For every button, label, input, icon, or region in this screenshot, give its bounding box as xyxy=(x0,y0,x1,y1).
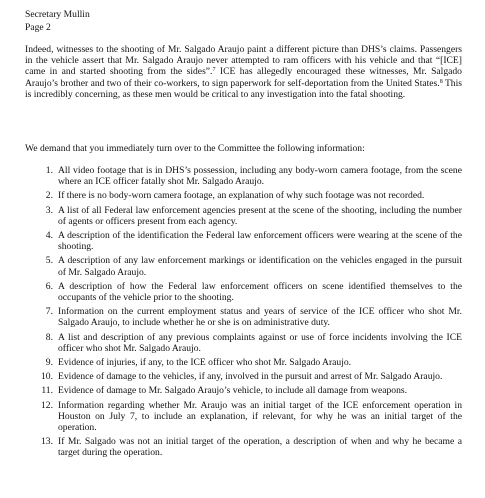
item-number: 6. xyxy=(45,280,53,292)
list-item xyxy=(25,165,462,187)
list-item xyxy=(25,205,462,227)
item-number: 13. xyxy=(41,436,53,448)
list-item xyxy=(25,385,462,396)
paragraph-text-3: This is incredibly concerning, as these men would be critical to any investigation into the fatal shooting. xyxy=(25,77,462,100)
item-text: Evidence of injuries, if any, to the ICE officer who shot Mr. Salgado Araujo. xyxy=(58,357,352,369)
item-text: A list of all Federal law enforcement agencies present at the scene of the shooting, including the number of agents or officers present from each agency. xyxy=(58,204,462,227)
item-number: 5. xyxy=(45,255,53,267)
item-number: 2. xyxy=(45,190,53,202)
item-text: Information on the current employment status and years of service of the ICE officer who shot Mr. Salgado Araujo, to include whether he or she is on administrative duty. xyxy=(58,306,462,329)
list-item xyxy=(25,255,462,277)
list-item xyxy=(25,332,462,354)
item-text: If there is no body-worn camera footage, an explanation of why such footage was not recorded. xyxy=(58,190,425,202)
footnote-ref-8[interactable]: 8 xyxy=(439,78,443,85)
letter-header xyxy=(25,9,90,35)
item-number: 4. xyxy=(45,230,53,242)
list-item xyxy=(25,436,462,458)
item-text: If Mr. Salgado was not an initial target of the operation, a description of when and why he became a target during the operation. xyxy=(58,436,462,459)
list-item xyxy=(25,306,462,328)
recipient-line: Secretary Mullin xyxy=(25,9,90,20)
item-text: A list and description of any previous complaints against or use of force incidents involving the ICE officer who shot Mr. Salgado Araujo. xyxy=(58,331,462,354)
item-number: 3. xyxy=(45,204,53,216)
item-text: Evidence of damage to Mr. Salgado Araujo’s vehicle, to include all damage from weapons. xyxy=(58,385,407,397)
item-number: 12. xyxy=(41,399,53,411)
item-number: 10. xyxy=(41,371,53,383)
list-item xyxy=(25,400,462,434)
item-number: 11. xyxy=(41,385,53,397)
list-item xyxy=(25,357,462,368)
item-text: Evidence of damage to the vehicles, if any, involved in the pursuit and arrest of Mr. Salgado Araujo. xyxy=(58,371,443,383)
item-number: 8. xyxy=(45,331,53,343)
body-paragraph xyxy=(25,44,462,100)
item-text: A description of any law enforcement markings or identification on the vehicles engaged in the pursuit of Mr. Salgado Araujo. xyxy=(58,255,462,278)
list-item xyxy=(25,230,462,252)
item-number: 1. xyxy=(45,165,53,176)
item-text: Information regarding whether Mr. Araujo was an initial target of the ICE enforcement operation in Houston on July 7, to include an explanation, if relevant, for why he was an initial target of the operation. xyxy=(58,399,462,434)
item-number: 9. xyxy=(45,357,53,369)
item-text: A description of how the Federal law enforcement officers on scene identified themselves to the occupants of the vehicle prior to the shooting. xyxy=(58,280,462,304)
paragraph-text-1: Indeed, witnesses to the shooting of Mr. Salgado Araujo paint a different picture than DHS’s claims. Passengers in the vehicle assert that Mr. Salgado Araujo never attempted to ram officers with his vehicle and that “[ICE] came in and started shooting from the sides”. xyxy=(25,44,462,78)
footnote-ref-7[interactable]: 7 xyxy=(212,67,216,74)
paragraph-text-2: ICE has allegedly encouraged these witnesses, Mr. Salgado Araujo’s brother and two of their co-workers, to sign paperwork for self-deportation from the United States. xyxy=(25,66,462,89)
list-item xyxy=(25,281,462,303)
demand-statement: We demand that you immediately turn over to the Committee the following information: xyxy=(25,143,365,154)
list-item xyxy=(25,371,462,382)
page-number: Page 2 xyxy=(25,21,51,33)
item-text: A description of the identification the Federal law enforcement officers were wearing at the scene of the shooting. xyxy=(58,230,462,253)
list-item xyxy=(25,190,462,201)
item-number: 7. xyxy=(45,306,53,318)
request-list xyxy=(25,165,462,462)
item-text: All video footage that is in DHS’s possession, including any body-worn camera footage, from the scene where an ICE officer fatally shot Mr. Salgado Araujo. xyxy=(58,165,462,188)
